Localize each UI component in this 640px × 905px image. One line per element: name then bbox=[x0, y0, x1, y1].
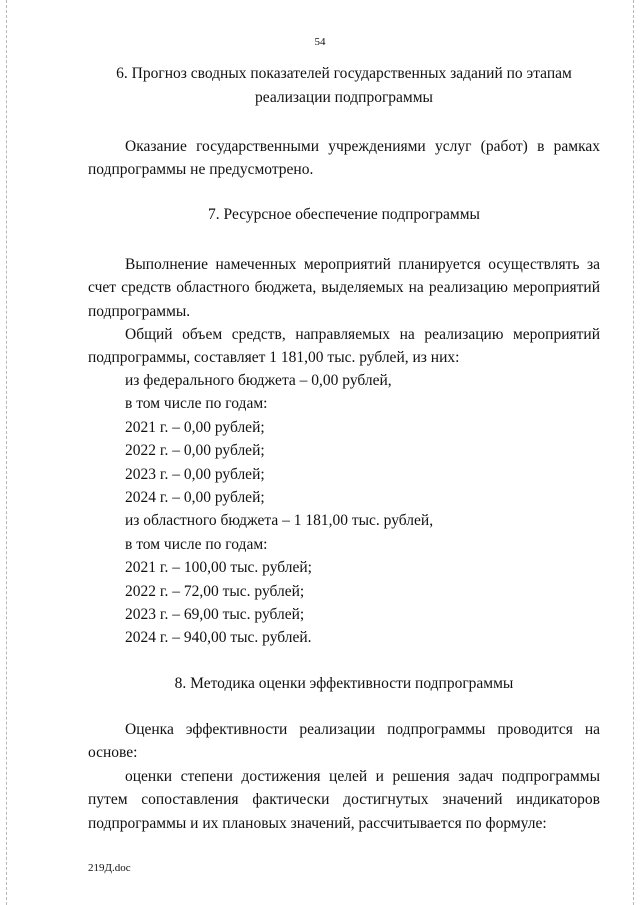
section-7-paragraph-funding: Выполнение намеченных мероприятий планируется осуществлять за счет средств областного бюджета, выделяемых на реализацию мероприятий подпрограммы. bbox=[88, 256, 600, 320]
list-item: из федерального бюджета – 0,00 рублей, bbox=[125, 372, 392, 389]
list-item: 2022 г. – 72,00 тыс. рублей; bbox=[125, 582, 305, 600]
section-6-heading-line-2: реализации подпрограммы bbox=[255, 89, 433, 106]
right-page-edge bbox=[633, 0, 635, 905]
list-item: в том числе по годам: bbox=[125, 535, 268, 553]
left-page-edge bbox=[6, 0, 8, 905]
list-item: 2023 г. – 0,00 рублей; bbox=[125, 465, 265, 483]
list-item: 2021 г. – 100,00 тыс. рублей; bbox=[125, 559, 312, 577]
page-number: 54 bbox=[314, 36, 326, 48]
section-8-paragraph-formula: оценки степени достижения целей и решения задач подпрограммы путем сопоставления фактически достигнутых значений индикаторов подпрограммы и их плановых значений, рассчитывается по формуле: bbox=[88, 768, 600, 832]
list-item: 2024 г. – 0,00 рублей; bbox=[125, 489, 265, 507]
list-item: 2024 г. – 940,00 тыс. рублей. bbox=[125, 629, 312, 647]
section-6-paragraph: Оказание государственными учреждениями услуг (работ) в рамках подпрограммы не предусмотрено. bbox=[88, 138, 600, 179]
list-item: 2023 г. – 69,00 тыс. рублей; bbox=[125, 606, 305, 624]
list-item: в том числе по годам: bbox=[125, 395, 268, 413]
section-7-heading: 7. Ресурсное обеспечение подпрограммы bbox=[208, 206, 480, 223]
list-item: 2022 г. – 0,00 рублей; bbox=[125, 442, 265, 460]
file-name-footer: 219Д.doc bbox=[88, 862, 131, 874]
section-7-paragraph-volume: Общий объем средств, направляемых на реализацию мероприятий подпрограммы, составляет 1 181,00 тыс. рублей, из них: bbox=[88, 326, 600, 367]
section-8-heading: 8. Методика оценки эффективности подпрограммы bbox=[174, 675, 514, 692]
section-6-heading bbox=[88, 62, 600, 110]
funding-breakdown-list bbox=[125, 369, 595, 650]
section-6-heading-line-1: 6. Прогноз сводных показателей государственных заданий по этапам bbox=[116, 65, 572, 82]
list-item: 2021 г. – 0,00 рублей; bbox=[125, 418, 265, 436]
list-item: из областного бюджета – 1 181,00 тыс. рублей, bbox=[125, 512, 434, 530]
section-8-paragraph-basis: Оценка эффективности реализации подпрограммы проводится на основе: bbox=[88, 721, 600, 762]
